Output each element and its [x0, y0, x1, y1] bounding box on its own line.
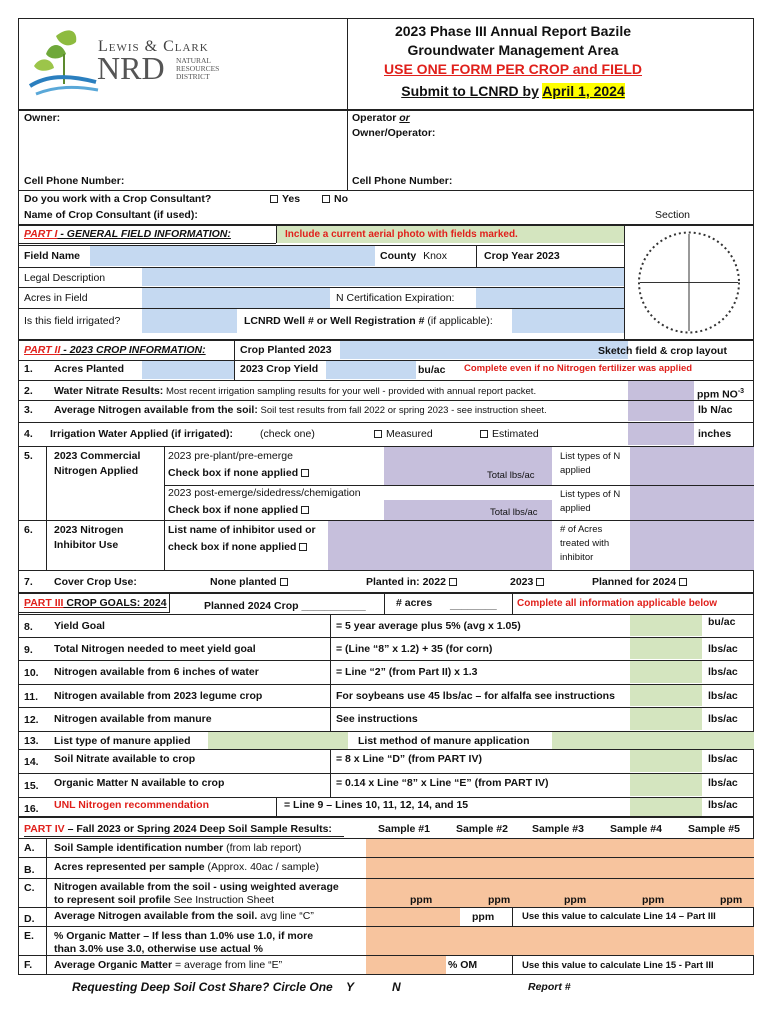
p3-vline-planned	[384, 593, 385, 615]
report-number-label: Report #	[528, 981, 571, 993]
preplant-types-input[interactable]	[630, 447, 754, 485]
submit-date: April 1, 2024	[542, 83, 625, 99]
owner-operator-label: Owner/Operator:	[352, 127, 436, 139]
well-reg-text: LCNRD Well # or Well Registration #	[244, 315, 425, 327]
p2-line-7	[18, 570, 754, 571]
soil-n-weighted-label-1: Nitrogen available from the soil - using weighted average	[54, 881, 339, 893]
soil-nitrogen-input[interactable]	[628, 401, 694, 421]
inhibitor-none-checkbox[interactable]	[299, 543, 307, 551]
water-nitrate-label	[54, 385, 536, 398]
cover-crop-label: Cover Crop Use:	[54, 576, 137, 588]
well-registration-label	[244, 315, 493, 328]
inhibitor-acres-label-1: # of Acres	[560, 524, 603, 535]
preplant-none-checkbox[interactable]	[301, 469, 309, 477]
p1-vline-county	[476, 245, 477, 267]
p3-row-unit: bu/ac	[708, 616, 736, 628]
submit-prefix: Submit to LCNRD by	[401, 83, 539, 99]
one-form-notice: USE ONE FORM PER CROP and FIELD	[384, 61, 642, 77]
avg-soil-n-text: Average Nitrogen available from the soil.	[54, 910, 258, 922]
manure-type-label: List type of manure applied	[54, 735, 191, 747]
operator-label-a: Operator	[352, 112, 397, 124]
postemerge-none-option[interactable]	[168, 504, 309, 517]
p3-row-input[interactable]	[630, 661, 702, 683]
p3-row-unit: lbs/ac	[708, 713, 738, 725]
estimated-option[interactable]	[480, 428, 539, 441]
row15-num: 15.	[24, 780, 39, 792]
irrigated-question: Is this field irrigated?	[24, 315, 121, 327]
p3-row-formula: = (Line “8” x 1.2) + 35 (for corn)	[336, 643, 493, 655]
acres-in-field-label: Acres in Field	[24, 292, 88, 304]
preplant-list-label-2: applied	[560, 465, 591, 476]
owner-cell-label: Cell Phone Number:	[24, 175, 125, 187]
water-nitrate-input[interactable]	[628, 381, 694, 400]
p3-row-formula: See instructions	[336, 713, 418, 725]
acres-per-sample-text: Acres represented per sample	[54, 861, 205, 873]
submit-notice	[348, 82, 678, 100]
sample-id-inputs[interactable]	[366, 839, 754, 857]
sample-header: Sample #1	[378, 823, 430, 835]
p3-row-num: 11.	[24, 691, 39, 703]
no-checkbox[interactable]	[322, 195, 330, 203]
cover-none-option[interactable]	[210, 576, 288, 589]
check-one-note: (check one)	[260, 428, 315, 440]
preplant-list-label-1: List types of N	[560, 451, 621, 462]
manure-method-input[interactable]	[552, 732, 754, 749]
consultant-name-label: Name of Crop Consultant (if used):	[24, 209, 198, 221]
preplant-none-option[interactable]	[168, 467, 309, 480]
avg-organic-matter-text: Average Organic Matter	[54, 959, 173, 971]
no-label: No	[334, 193, 348, 205]
row1-num: 1.	[24, 363, 33, 375]
soil-nitrogen-unit: lb N/ac	[698, 404, 733, 416]
measured-checkbox[interactable]	[374, 430, 382, 438]
measured-option[interactable]	[374, 428, 433, 441]
section-grid-icon[interactable]	[630, 229, 748, 336]
row3-num: 3.	[24, 404, 33, 416]
logo-text-nrd: NRD	[97, 50, 165, 86]
p2-vline-5b	[164, 446, 165, 570]
cost-share-question: Requesting Deep Soil Cost Share? Circle One	[72, 980, 333, 994]
cover-none-label: None planted	[210, 576, 277, 588]
sample-header: Sample #4	[610, 823, 662, 835]
logo-text-resources: RESOURCES	[176, 64, 220, 73]
inhibitor-label-2: Inhibitor Use	[54, 539, 119, 551]
p3-row-vline	[330, 684, 331, 707]
part1-heading-a: PART I	[24, 228, 58, 240]
well-reg-note: (if applicable):	[424, 315, 493, 327]
organic-matter-n-input[interactable]	[630, 774, 702, 796]
part3-note: Complete all information applicable below	[517, 598, 718, 609]
irrigation-water-label: Irrigation Water Applied (if irrigated):	[50, 428, 233, 440]
part2-heading-b: - 2023 CROP INFORMATION:	[60, 344, 206, 356]
soil-nitrate-crop-unit: lbs/ac	[708, 753, 738, 765]
avg-soil-n-use: Use this value to calculate Line 14 – Part III	[522, 911, 716, 922]
soil-n-weighted-text: to represent soil profile	[54, 894, 171, 906]
part4-heading	[24, 823, 332, 836]
ppm-label: ppm	[564, 894, 587, 906]
inhibitor-input[interactable]	[328, 521, 552, 570]
part4-heading-a: PART IV	[24, 823, 65, 835]
part3-heading-a: PART III	[24, 597, 64, 609]
row13-num: 13.	[24, 735, 39, 747]
avg-soil-n-label	[54, 910, 314, 923]
owner-label: Owner:	[24, 112, 61, 124]
planned-crop-label: Planned 2024 Crop ___________	[204, 600, 366, 612]
inhibitor-none-option[interactable]	[168, 541, 307, 554]
measured-label: Measured	[386, 428, 433, 440]
sample-id-note: (from lab report)	[223, 842, 302, 854]
crop-planted-label: Crop Planted 2023	[240, 344, 332, 356]
p2-vline-5a	[46, 446, 47, 570]
p4-vline-D	[512, 907, 513, 926]
inhibitor-acres-input[interactable]	[630, 521, 754, 570]
crop-yield-input[interactable]	[326, 361, 416, 379]
row16-num: 16.	[24, 803, 39, 815]
organic-matter-n-unit: lbs/ac	[708, 777, 738, 789]
row2-num: 2.	[24, 385, 33, 397]
inhibitor-acres-label-2: treated with	[560, 538, 610, 549]
section-label: Section	[655, 209, 691, 221]
ppm-label: ppm	[720, 894, 743, 906]
well-registration-input[interactable]	[512, 309, 624, 333]
cover-2022-option[interactable]	[366, 576, 457, 589]
sample-header: Sample #3	[532, 823, 584, 835]
acres-per-sample-label	[54, 861, 319, 874]
logo-text-natural: NATURAL	[176, 56, 211, 65]
crop-yield-label: 2023 Crop Yield	[240, 363, 319, 375]
p3-row-num: 9.	[24, 644, 33, 656]
part3-heading	[24, 597, 167, 610]
cover-2022-checkbox[interactable]	[449, 578, 457, 586]
soil-n-weighted-label-2	[54, 894, 274, 907]
avg-soil-n-note: avg line “C”	[257, 910, 314, 922]
n-cert-input[interactable]	[476, 288, 624, 308]
row6-num: 6.	[24, 524, 33, 536]
owner-sep	[18, 190, 754, 191]
owner-divider	[347, 110, 348, 190]
postemerge-none-checkbox[interactable]	[301, 506, 309, 514]
logo-text-district: DISTRICT	[176, 72, 210, 81]
commercial-n-label-1: 2023 Commercial	[54, 450, 141, 462]
yield-note: Complete even if no Nitrogen fertilizer was applied	[464, 363, 693, 374]
n-cert-label: N Certification Expiration:	[336, 292, 455, 304]
p3-row-vline	[330, 707, 331, 731]
field-name-input[interactable]	[90, 246, 375, 266]
p3-row-label: Nitrogen available from 6 inches of water	[54, 666, 259, 678]
preplant-none-label: Check box if none applied	[168, 467, 299, 479]
preplant-label: 2023 pre-plant/pre-emerge	[168, 450, 293, 462]
avg-organic-matter-unit: % OM	[448, 959, 478, 971]
p3-row-label: Nitrogen available from 2023 legume crop	[54, 690, 263, 702]
p3-row-vline	[330, 637, 331, 660]
inhibitor-acres-label-3: inhibitor	[560, 552, 594, 563]
rowB-num: B.	[24, 864, 35, 876]
consultant-yes[interactable]	[270, 193, 300, 206]
legal-description-input[interactable]	[142, 268, 624, 286]
soil-nitrogen-label-text: Average Nitrogen available from the soil:	[54, 404, 258, 416]
estimated-checkbox[interactable]	[480, 430, 488, 438]
p3-row-vline	[330, 614, 331, 637]
cost-share-yes[interactable]: Y	[346, 980, 355, 994]
p4-vline-F	[512, 955, 513, 975]
preplant-total-label: Total lbs/ac	[487, 470, 535, 481]
irrigation-water-unit: inches	[698, 428, 732, 440]
manure-method-label: List method of manure application	[358, 735, 530, 747]
unl-recommendation-unit: lbs/ac	[708, 799, 738, 811]
rowD-num: D.	[24, 913, 35, 925]
rowE-num: E.	[24, 930, 34, 942]
cover-2022-label: Planted in: 2022	[366, 576, 446, 588]
cover-none-checkbox[interactable]	[280, 578, 288, 586]
yes-checkbox[interactable]	[270, 195, 278, 203]
field-name-label: Field Name	[24, 250, 81, 262]
soil-nitrate-crop-input[interactable]	[630, 750, 702, 772]
p3-row-unit: lbs/ac	[708, 643, 738, 655]
acres-planted-input[interactable]	[142, 361, 234, 379]
row4-num: 4.	[24, 428, 33, 440]
unl-recommendation-input[interactable]	[630, 798, 702, 816]
unl-recommendation-label: UNL Nitrogen recommendation	[54, 799, 209, 811]
part1-heading-b: - GENERAL FIELD INFORMATION:	[57, 228, 231, 240]
crop-planted-input[interactable]	[340, 341, 628, 359]
p3-row-formula: = Line “2” (from Part II) x 1.3	[336, 666, 478, 678]
rowA-num: A.	[24, 842, 35, 854]
cover-2023-label: 2023	[510, 576, 534, 588]
report-title: 2023 Phase III Annual Report Bazile	[394, 23, 631, 39]
organic-matter-n-label: Organic Matter N available to crop	[54, 777, 225, 789]
avg-organic-matter-label	[54, 959, 282, 972]
water-nitrate-label-text: Water Nitrate Results:	[54, 385, 164, 397]
soil-nitrogen-label	[54, 404, 547, 417]
p3-vline-16	[276, 797, 277, 817]
part3-heading-b: CROP GOALS: 2024	[63, 597, 167, 609]
inhibitor-none-label: check box if none applied	[168, 541, 297, 553]
yes-label: Yes	[282, 193, 301, 205]
p3-row-unit: lbs/ac	[708, 666, 738, 678]
operator-label	[352, 112, 410, 125]
report-title-2: Groundwater Management Area	[407, 42, 619, 58]
water-nitrate-desc: Most recent irrigation sampling results for your well - provided with annual report packet.	[163, 386, 537, 397]
p3-row-vline	[330, 660, 331, 684]
planned-acres-label: # acres	[396, 597, 433, 609]
postemerge-none-label: Check box if none applied	[168, 504, 299, 516]
organic-matter-label-1: % Organic Matter – If less than 1.0% use 1.0, if more	[54, 930, 314, 942]
postemerge-list-label-2: applied	[560, 503, 591, 514]
soil-nitrogen-desc: Soil test results from fall 2022 or spring 2023 - see instruction sheet.	[257, 405, 547, 416]
p3-row-label: Nitrogen available from manure	[54, 713, 212, 725]
cover-2024-checkbox[interactable]	[679, 578, 687, 586]
county-label	[380, 250, 447, 263]
consultant-question: Do you work with a Crop Consultant?	[24, 193, 212, 205]
ppm-no-unit: ppm NO	[697, 388, 738, 401]
organic-matter-inputs[interactable]	[366, 927, 754, 955]
county-label-text: County	[380, 250, 417, 262]
unl-recommendation-formula: = Line 9 – Lines 10, 11, 12, 14, and 15	[284, 799, 469, 811]
part1-heading	[24, 228, 231, 241]
postemerge-label: 2023 post-emerge/sidedress/chemigation	[168, 487, 361, 499]
avg-organic-matter-use: Use this value to calculate Line 15 - Part III	[522, 960, 714, 971]
row5-num: 5.	[24, 450, 33, 462]
rowC-num: C.	[24, 882, 35, 894]
operator-label-or: or	[399, 112, 410, 124]
cover-2023-option[interactable]	[510, 576, 544, 589]
acres-planted-label: Acres Planted	[54, 363, 125, 375]
acres-in-field-input[interactable]	[142, 288, 330, 308]
part2-heading-a: PART II	[24, 344, 61, 356]
postemerge-total-label: Total lbs/ac	[490, 507, 538, 518]
acres-per-sample-inputs[interactable]	[366, 858, 754, 878]
postemerge-types-input[interactable]	[630, 486, 754, 520]
ppm-no-sup: -3	[737, 388, 745, 395]
logo-text-lewis-clark: Lewis & Clark	[98, 38, 209, 55]
sample-id-label-text: Soil Sample identification number	[54, 842, 224, 854]
manure-type-input[interactable]	[208, 732, 348, 749]
postemerge-list-label-1: List types of N	[560, 489, 621, 500]
avg-organic-matter-note: = average from line “E”	[172, 959, 283, 971]
consultant-no[interactable]	[322, 193, 348, 206]
county-value: Knox	[423, 250, 448, 262]
irrigated-input[interactable]	[142, 309, 237, 333]
soil-n-weighted-note: See Instruction Sheet	[170, 894, 275, 906]
cover-2024-label: Planned for 2024	[592, 576, 677, 588]
legal-description-label: Legal Description	[24, 272, 106, 284]
ppm-label: ppm	[642, 894, 665, 906]
cost-share-no[interactable]: N	[392, 980, 401, 994]
planned-acres-line: ________	[450, 599, 497, 611]
part2-heading	[24, 344, 206, 357]
part4-heading-b: – Fall 2023 or Spring 2024 Deep Soil Sample Results:	[64, 823, 332, 835]
acres-per-sample-note: (Approx. 40ac / sample)	[204, 861, 319, 873]
crop-year-label: Crop Year 2023	[484, 250, 560, 262]
p3-row-formula: = 5 year average plus 5% (avg x 1.05)	[336, 620, 521, 632]
sample-header: Sample #2	[456, 823, 508, 835]
crop-yield-unit: bu/ac	[418, 364, 446, 376]
sketch-label: Sketch field & crop layout	[598, 345, 727, 357]
aerial-photo-note: Include a current aerial photo with fields marked.	[285, 229, 518, 240]
avg-organic-matter-input[interactable]	[366, 956, 446, 974]
organic-matter-n-formula: = 0.14 x Line “8” x Line “E” (from PART IV)	[336, 777, 549, 789]
ppm-label: ppm	[488, 894, 511, 906]
p3-row-unit: lbs/ac	[708, 690, 738, 702]
p3-row-formula: For soybeans use 45 lbs/ac – for alfalfa see instructions	[336, 690, 615, 702]
soil-nitrate-formula: = 8 x Line “D” (from PART IV)	[336, 753, 482, 765]
commercial-n-label-2: Nitrogen Applied	[54, 465, 139, 477]
p3-row-input[interactable]	[630, 638, 702, 659]
rowF-num: F.	[24, 959, 33, 971]
avg-soil-n-input[interactable]	[366, 908, 460, 926]
part4-heading-underline	[24, 836, 344, 837]
p3-row-input[interactable]	[630, 685, 702, 706]
estimated-label: Estimated	[492, 428, 539, 440]
p3-row-label: Total Nitrogen needed to meet yield goal	[54, 643, 256, 655]
part1-heading-underline	[18, 243, 276, 244]
cover-2024-option[interactable]	[592, 576, 687, 589]
p3-row-num: 8.	[24, 621, 33, 633]
p3-row-input[interactable]	[630, 615, 702, 636]
irrigation-water-input[interactable]	[628, 423, 694, 445]
operator-cell-label: Cell Phone Number:	[352, 175, 453, 187]
p3-vline-acres	[512, 593, 513, 615]
p3-row-input[interactable]	[630, 708, 702, 730]
ppm-label: ppm	[410, 894, 433, 906]
cover-2023-checkbox[interactable]	[536, 578, 544, 586]
sample-id-label	[54, 842, 301, 855]
inhibitor-label-1: 2023 Nitrogen	[54, 524, 124, 536]
row7-num: 7.	[24, 576, 33, 588]
sample-header: Sample #5	[688, 823, 740, 835]
p3-row-label: Yield Goal	[54, 620, 105, 632]
p3-row-num: 12.	[24, 714, 39, 726]
row14-num: 14.	[24, 756, 39, 768]
soil-nitrate-crop-label: Soil Nitrate available to crop	[54, 753, 196, 765]
inhibitor-list-label: List name of inhibitor used or	[168, 524, 316, 536]
p3-row-num: 10.	[24, 667, 39, 679]
avg-soil-n-unit: ppm	[472, 911, 495, 923]
organic-matter-label-2: than 3.0% use 3.0, otherwise use actual %	[54, 943, 263, 955]
